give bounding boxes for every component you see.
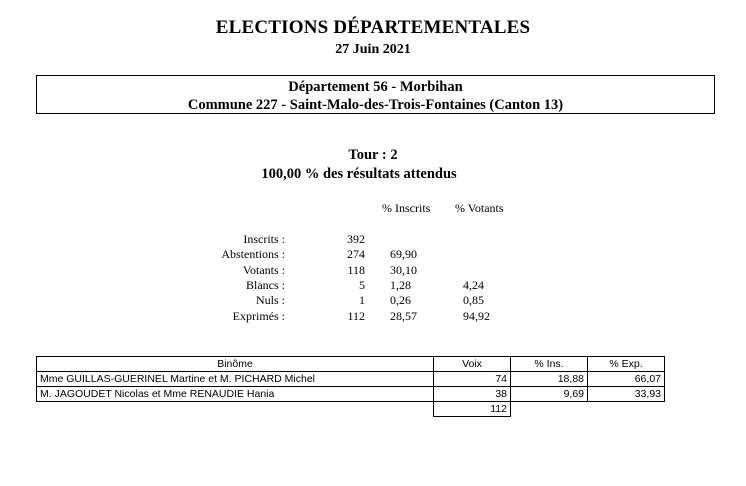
stat-value: 112 — [347, 309, 365, 323]
total-row — [37, 402, 665, 417]
stat-pct-inscrits: 0,26 — [390, 293, 411, 307]
results-header-row — [37, 357, 665, 372]
binome-voix: 74 — [434, 372, 511, 387]
stat-label: Inscrits : — [243, 232, 285, 246]
binome-pct-exp: 66,07 — [588, 372, 665, 387]
stat-label: Abstentions : — [221, 247, 285, 261]
location-box — [36, 75, 715, 114]
stat-value: 5 — [359, 278, 365, 292]
total-spacer — [511, 402, 588, 417]
results-table — [36, 356, 665, 417]
stat-pct-votants: 94,92 — [463, 309, 490, 323]
stat-value: 118 — [347, 263, 365, 277]
total-spacer — [37, 402, 434, 417]
stat-label: Nuls : — [255, 293, 285, 307]
stat-label: Votants : — [242, 263, 285, 277]
page-title: ELECTIONS DÉPARTEMENTALES — [215, 17, 531, 38]
table-row — [37, 387, 665, 402]
binome-pct-exp: 33,93 — [588, 387, 665, 402]
tour-label: Tour : 2 — [348, 147, 398, 163]
binome-pct-ins: 18,88 — [511, 372, 588, 387]
binome-name: Mme GUILLAS-GUERINEL Martine et M. PICHARD Michel — [37, 372, 434, 387]
binome-pct-ins: 9,69 — [511, 387, 588, 402]
stat-value: 1 — [359, 293, 365, 307]
total-voix: 112 — [434, 402, 511, 417]
header-pct-ins: % Ins. — [511, 357, 588, 372]
total-spacer — [588, 402, 665, 417]
binome-name: M. JAGOUDET Nicolas et Mme RENAUDIE Hania — [37, 387, 434, 402]
stat-pct-votants: 0,85 — [463, 293, 484, 307]
header-voix: Voix — [434, 357, 511, 372]
stat-value: 392 — [347, 232, 365, 246]
stat-label: Blancs : — [246, 278, 285, 292]
stat-pct-inscrits: 28,57 — [390, 309, 417, 323]
binome-voix: 38 — [434, 387, 511, 402]
departement-label: Département 56 - Morbihan — [288, 79, 463, 95]
table-row — [37, 372, 665, 387]
col-header-inscrits: % Inscrits — [382, 201, 431, 215]
election-date: 27 Juin 2021 — [335, 42, 411, 57]
attendus-label: 100,00 % des résultats attendus — [261, 166, 457, 182]
col-header-votants: % Votants — [455, 201, 504, 215]
commune-label: Commune 227 - Saint-Malo-des-Trois-Fontaines (Canton 13) — [187, 97, 564, 113]
stat-pct-inscrits: 69,90 — [390, 247, 417, 261]
stat-pct-votants: 4,24 — [463, 278, 484, 292]
header-binome: Binôme — [37, 357, 434, 372]
stat-value: 274 — [347, 247, 365, 261]
stat-pct-inscrits: 30,10 — [390, 263, 417, 277]
header-pct-exp: % Exp. — [588, 357, 665, 372]
stat-pct-inscrits: 1,28 — [390, 278, 411, 292]
stat-label: Exprimés : — [232, 309, 285, 323]
